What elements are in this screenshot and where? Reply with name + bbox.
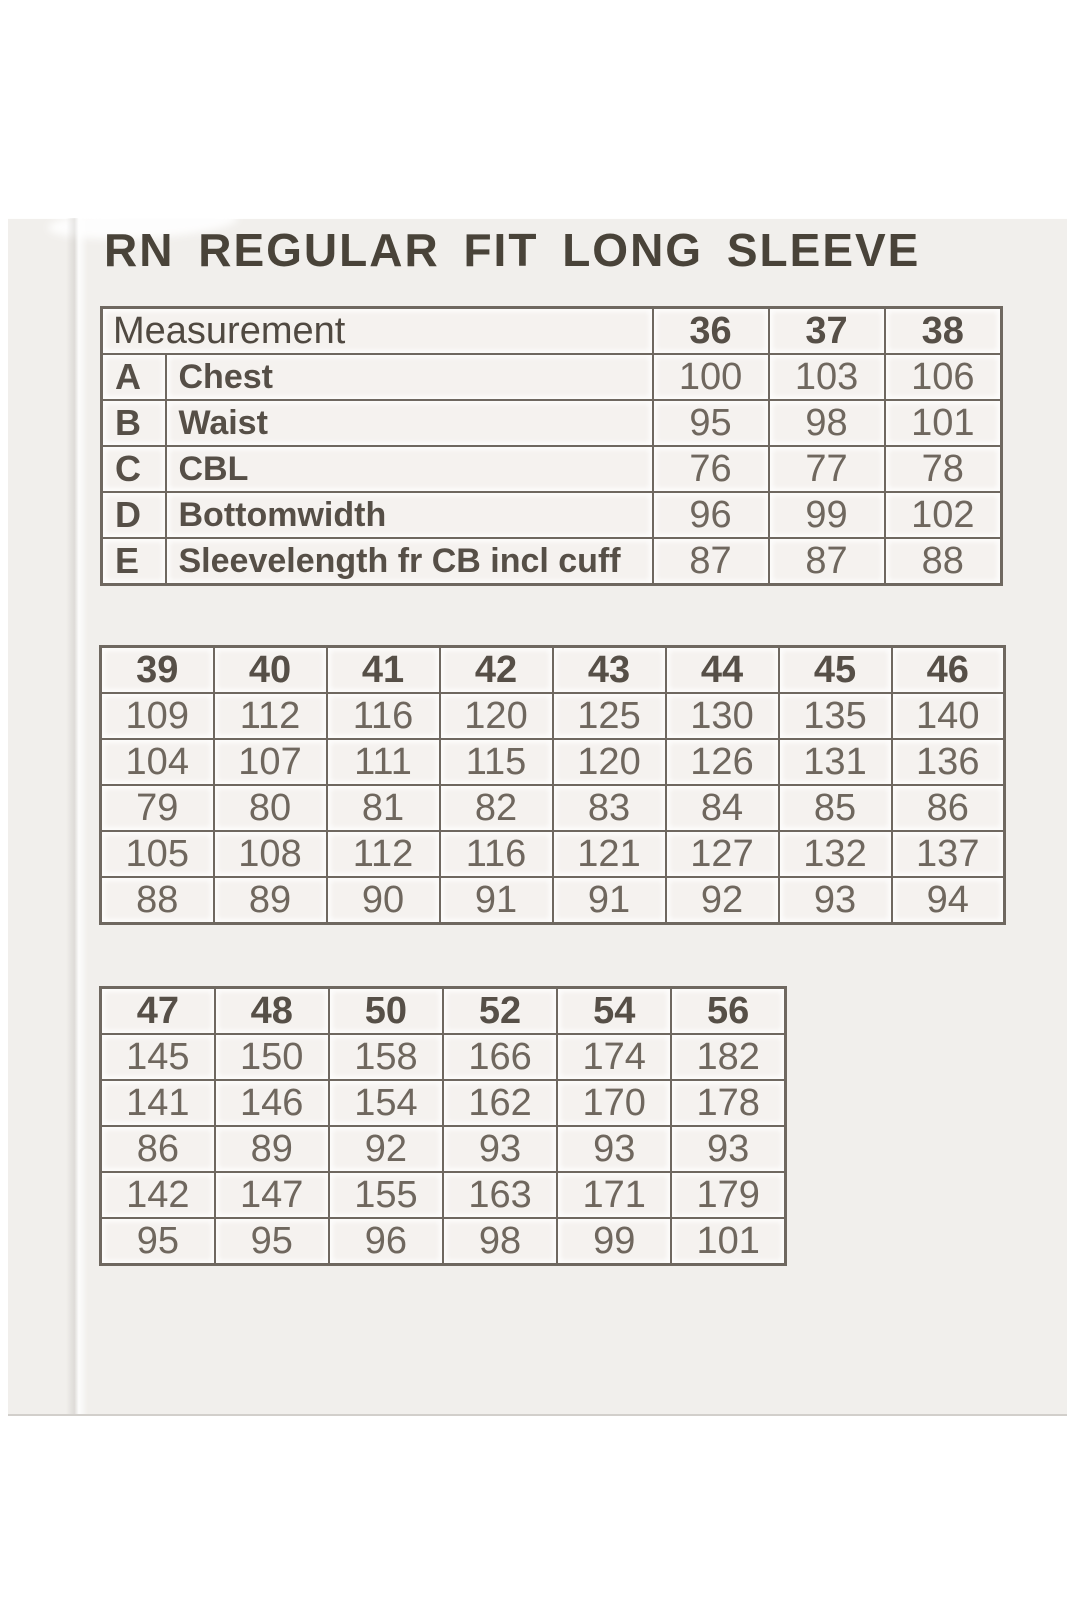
- table-row: [101, 739, 1005, 785]
- table-row: [101, 1034, 786, 1080]
- value-cell: 99: [557, 1218, 671, 1265]
- value-cell: 104: [101, 739, 214, 785]
- table-row: [101, 693, 1005, 739]
- value-cell: 150: [215, 1034, 329, 1080]
- table-row: [102, 538, 1002, 585]
- value-cell: 166: [443, 1034, 557, 1080]
- size-header-cell: 41: [327, 647, 440, 694]
- size-header-cell: 36: [653, 308, 769, 355]
- table-row: [101, 785, 1005, 831]
- size-header-cell: 46: [892, 647, 1005, 694]
- value-cell: 142: [101, 1172, 215, 1218]
- table-header-row: [101, 647, 1005, 694]
- value-cell: 158: [329, 1034, 443, 1080]
- size-header-cell: 42: [440, 647, 553, 694]
- value-cell: 137: [892, 831, 1005, 877]
- value-cell: 76: [653, 446, 769, 492]
- value-cell: 78: [885, 446, 1002, 492]
- value-cell: 95: [653, 400, 769, 446]
- size-table-39-46: [99, 645, 1006, 925]
- value-cell: 86: [892, 785, 1005, 831]
- value-cell: 84: [666, 785, 779, 831]
- value-cell: 93: [779, 877, 892, 924]
- value-cell: 131: [779, 739, 892, 785]
- value-cell: 115: [440, 739, 553, 785]
- value-cell: 81: [327, 785, 440, 831]
- value-cell: 136: [892, 739, 1005, 785]
- size-header-cell: 37: [769, 308, 885, 355]
- value-cell: 91: [553, 877, 666, 924]
- value-cell: 77: [769, 446, 885, 492]
- value-cell: 171: [557, 1172, 671, 1218]
- value-cell: 170: [557, 1080, 671, 1126]
- row-letter-cell: E: [102, 538, 166, 585]
- size-table-36-38: [100, 306, 1003, 586]
- table-row: [102, 492, 1002, 538]
- value-cell: 127: [666, 831, 779, 877]
- table-row: [101, 831, 1005, 877]
- table-header-row: [101, 988, 786, 1035]
- value-cell: 91: [440, 877, 553, 924]
- value-cell: 155: [329, 1172, 443, 1218]
- row-label-cell: Sleevelength fr CB incl cuff: [166, 538, 653, 585]
- value-cell: 108: [214, 831, 327, 877]
- value-cell: 90: [327, 877, 440, 924]
- value-cell: 125: [553, 693, 666, 739]
- size-header-cell: 54: [557, 988, 671, 1035]
- value-cell: 140: [892, 693, 1005, 739]
- size-table-47-56: [99, 986, 787, 1266]
- value-cell: 79: [101, 785, 214, 831]
- value-cell: 89: [215, 1126, 329, 1172]
- size-header-cell: 40: [214, 647, 327, 694]
- value-cell: 107: [214, 739, 327, 785]
- value-cell: 96: [653, 492, 769, 538]
- size-header-cell: 48: [215, 988, 329, 1035]
- table-row: [101, 1126, 786, 1172]
- value-cell: 174: [557, 1034, 671, 1080]
- value-cell: 93: [443, 1126, 557, 1172]
- size-header-cell: 56: [671, 988, 785, 1035]
- value-cell: 132: [779, 831, 892, 877]
- value-cell: 92: [329, 1126, 443, 1172]
- value-cell: 105: [101, 831, 214, 877]
- row-label-cell: CBL: [166, 446, 653, 492]
- value-cell: 100: [653, 354, 769, 400]
- value-cell: 101: [885, 400, 1002, 446]
- value-cell: 93: [557, 1126, 671, 1172]
- row-letter-cell: B: [102, 400, 166, 446]
- value-cell: 126: [666, 739, 779, 785]
- value-cell: 162: [443, 1080, 557, 1126]
- value-cell: 88: [101, 877, 214, 924]
- row-letter-cell: C: [102, 446, 166, 492]
- table-row: [101, 1218, 786, 1265]
- size-header-cell: 39: [101, 647, 214, 694]
- value-cell: 179: [671, 1172, 785, 1218]
- value-cell: 95: [101, 1218, 215, 1265]
- value-cell: 120: [440, 693, 553, 739]
- value-cell: 111: [327, 739, 440, 785]
- value-cell: 87: [653, 538, 769, 585]
- size-header-cell: 52: [443, 988, 557, 1035]
- table-row: [102, 354, 1002, 400]
- value-cell: 98: [443, 1218, 557, 1265]
- value-cell: 82: [440, 785, 553, 831]
- measurement-header-cell: Measurement: [102, 308, 653, 355]
- value-cell: 120: [553, 739, 666, 785]
- row-label-cell: Chest: [166, 354, 653, 400]
- value-cell: 109: [101, 693, 214, 739]
- value-cell: 102: [885, 492, 1002, 538]
- size-header-cell: 43: [553, 647, 666, 694]
- size-header-cell: 38: [885, 308, 1002, 355]
- value-cell: 80: [214, 785, 327, 831]
- value-cell: 178: [671, 1080, 785, 1126]
- value-cell: 121: [553, 831, 666, 877]
- table-row: [101, 1080, 786, 1126]
- value-cell: 98: [769, 400, 885, 446]
- row-label-cell: Bottomwidth: [166, 492, 653, 538]
- value-cell: 182: [671, 1034, 785, 1080]
- value-cell: 99: [769, 492, 885, 538]
- size-header-cell: 47: [101, 988, 215, 1035]
- value-cell: 89: [214, 877, 327, 924]
- value-cell: 145: [101, 1034, 215, 1080]
- value-cell: 112: [214, 693, 327, 739]
- row-label-cell: Waist: [166, 400, 653, 446]
- value-cell: 92: [666, 877, 779, 924]
- value-cell: 101: [671, 1218, 785, 1265]
- page-title: RN REGULAR FIT LONG SLEEVE: [104, 224, 921, 276]
- size-header-cell: 44: [666, 647, 779, 694]
- table-row: [102, 446, 1002, 492]
- value-cell: 93: [671, 1126, 785, 1172]
- value-cell: 87: [769, 538, 885, 585]
- value-cell: 86: [101, 1126, 215, 1172]
- value-cell: 106: [885, 354, 1002, 400]
- value-cell: 112: [327, 831, 440, 877]
- table-header-row: [102, 308, 1002, 355]
- row-letter-cell: D: [102, 492, 166, 538]
- value-cell: 96: [329, 1218, 443, 1265]
- value-cell: 154: [329, 1080, 443, 1126]
- value-cell: 163: [443, 1172, 557, 1218]
- value-cell: 95: [215, 1218, 329, 1265]
- value-cell: 103: [769, 354, 885, 400]
- value-cell: 85: [779, 785, 892, 831]
- value-cell: 88: [885, 538, 1002, 585]
- value-cell: 135: [779, 693, 892, 739]
- value-cell: 94: [892, 877, 1005, 924]
- row-letter-cell: A: [102, 354, 166, 400]
- value-cell: 146: [215, 1080, 329, 1126]
- value-cell: 130: [666, 693, 779, 739]
- size-header-cell: 45: [779, 647, 892, 694]
- size-header-cell: 50: [329, 988, 443, 1035]
- table-row: [102, 400, 1002, 446]
- table-row: [101, 877, 1005, 924]
- value-cell: 116: [327, 693, 440, 739]
- table-row: [101, 1172, 786, 1218]
- value-cell: 147: [215, 1172, 329, 1218]
- value-cell: 141: [101, 1080, 215, 1126]
- value-cell: 116: [440, 831, 553, 877]
- card-fold-line: [66, 218, 88, 1414]
- value-cell: 83: [553, 785, 666, 831]
